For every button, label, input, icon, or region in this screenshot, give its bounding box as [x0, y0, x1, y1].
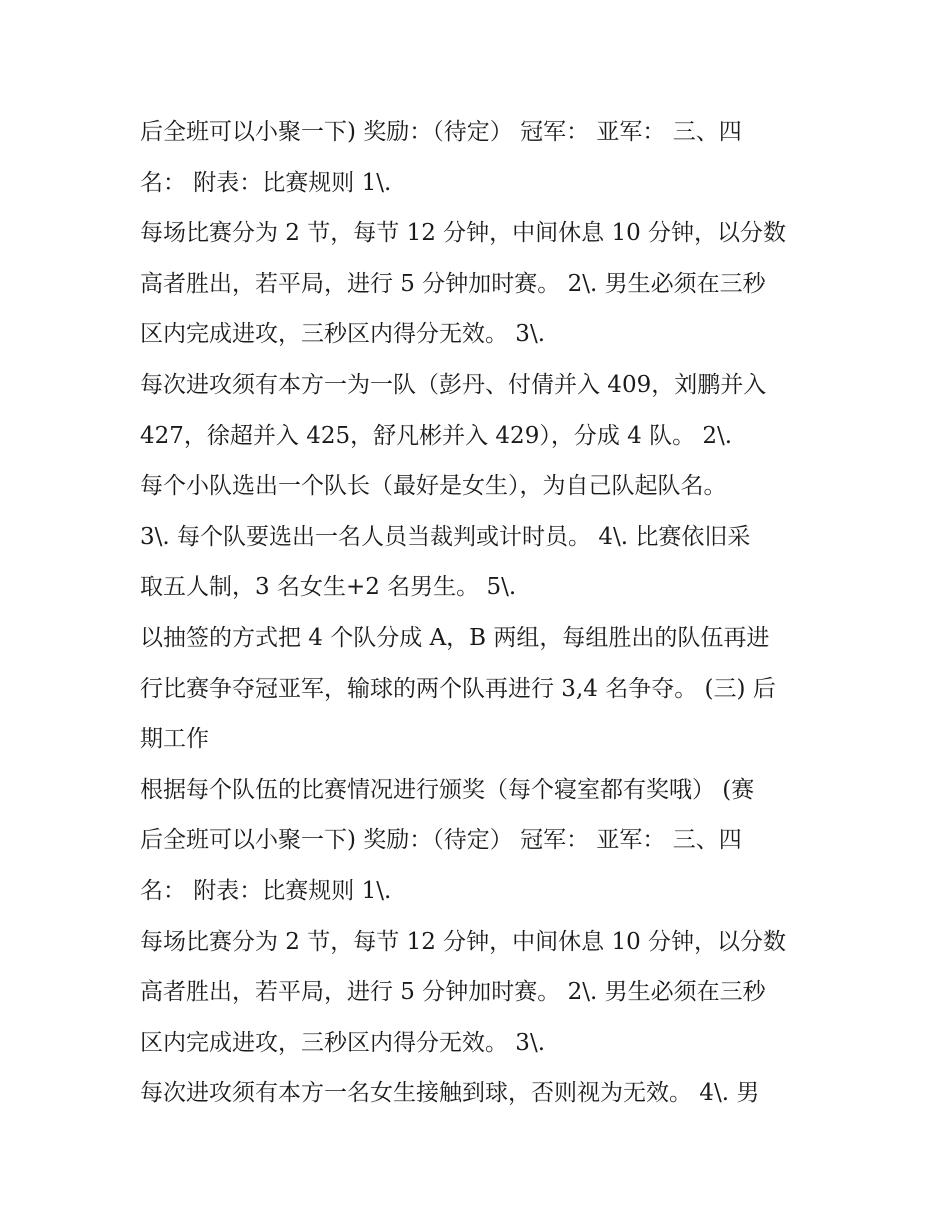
- text-line: 每次进攻须有本方一为一队（彭丹、付倩并入 409，刘鹏并入: [140, 371, 767, 398]
- document-body: [140, 107, 820, 1119]
- text-line: 后全班可以小聚一下) 奖励：（待定） 冠军： 亚军： 三、四: [140, 827, 742, 854]
- text-line: 根据每个队伍的比赛情况进行颁奖（每个寝室都有奖哦） (赛: [140, 776, 755, 803]
- text-line: 取五人制，3 名女生+2 名男生。 5\.: [140, 574, 517, 601]
- text-line: 区内完成进攻，三秒区内得分无效。 3\.: [140, 321, 546, 348]
- text-line: 区内完成进攻，三秒区内得分无效。 3\.: [140, 1029, 546, 1056]
- text-line: 后全班可以小聚一下) 奖励：（待定） 冠军： 亚军： 三、四: [140, 119, 742, 145]
- text-line: 每次进攻须有本方一名女生接触到球，否则视为无效。 4\. 男: [140, 1080, 760, 1107]
- text-line: 427，徐超并入 425，舒凡彬并入 429），分成 4 队。 2\.: [140, 422, 733, 449]
- text-line: 3\. 每个队要选出一名人员当裁判或计时员。 4\. 比赛依旧采: [140, 523, 751, 550]
- text-line: 每个小队选出一个队长（最好是女生），为自己队起队名。: [140, 473, 727, 500]
- text-line: 期工作: [140, 726, 209, 753]
- text-line: 以抽签的方式把 4 个队分成 A，B 两组，每组胜出的队伍再进: [140, 624, 770, 651]
- text-line: 高者胜出，若平局，进行 5 分钟加时赛。 2\. 男生必须在三秒: [140, 270, 766, 297]
- text-line: 每场比赛分为 2 节，每节 12 分钟，中间休息 10 分钟，以分数: [140, 220, 787, 247]
- text-line: 名： 附表：比赛规则 1\.: [140, 877, 392, 904]
- text-line: 高者胜出，若平局，进行 5 分钟加时赛。 2\. 男生必须在三秒: [140, 979, 766, 1006]
- text-line: 行比赛争夺冠亚军，输球的两个队再进行 3,4 名争夺。 (三) 后: [140, 675, 776, 702]
- text-line: 每场比赛分为 2 节，每节 12 分钟，中间休息 10 分钟，以分数: [140, 928, 787, 955]
- text-line: 名： 附表：比赛规则 1\.: [140, 169, 392, 196]
